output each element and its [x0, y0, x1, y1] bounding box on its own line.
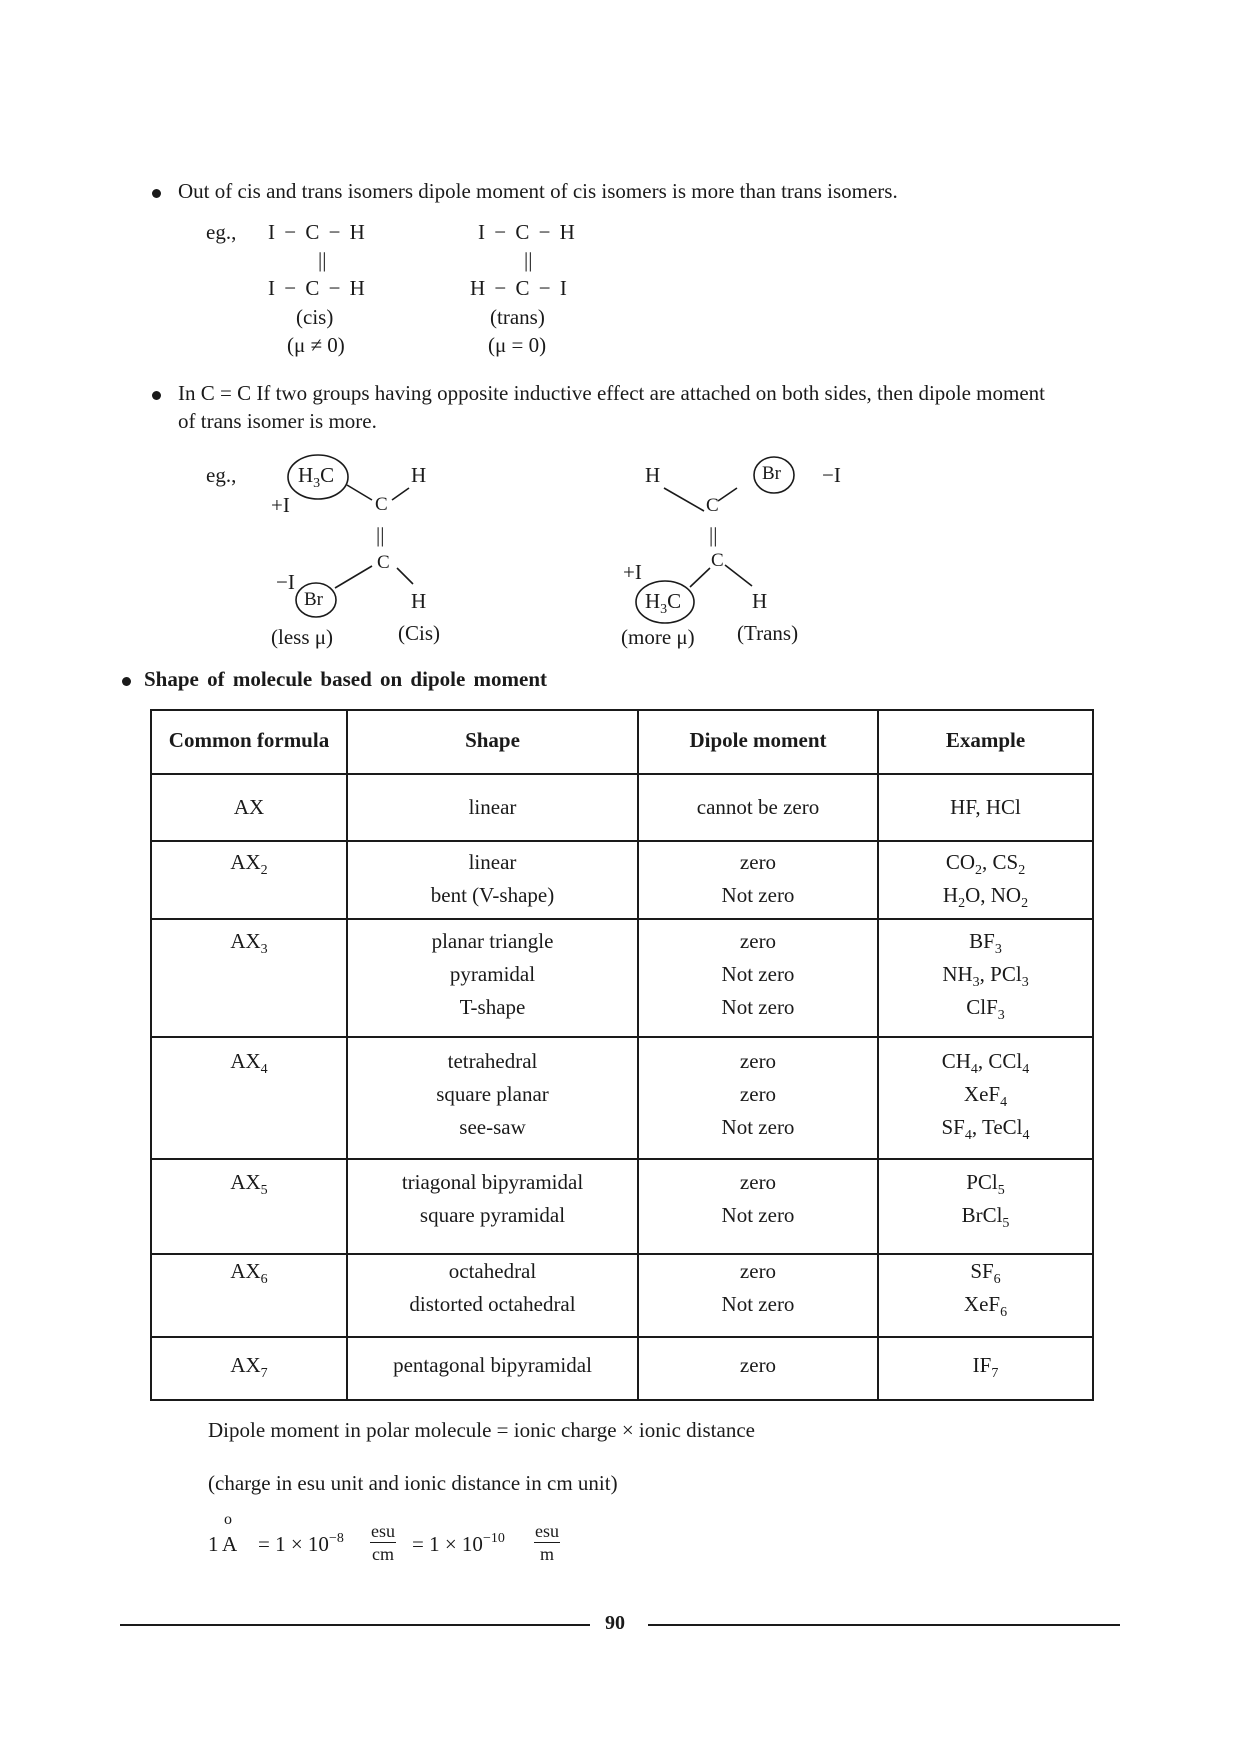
cis-row1: I − C − H	[268, 220, 365, 244]
fraction-2: esu m	[535, 1521, 559, 1564]
footer-rule-left	[120, 1624, 590, 1626]
dipole-cell: zero Not zero	[721, 850, 795, 907]
less-mu-label: (less μ)	[271, 625, 333, 649]
equals-term-2: = $1 \times 10^{-10}$	[412, 1531, 505, 1556]
bond-line	[725, 565, 752, 586]
cis-row2: I − C − H	[268, 276, 365, 300]
formula-cell: $AX_2$	[230, 850, 268, 878]
angstrom-ring: o	[224, 1511, 232, 1528]
formula-cell: AX	[233, 795, 265, 819]
shape-cell: octahedral distorted octahedral	[409, 1259, 576, 1316]
minus-i-label: −I	[276, 570, 295, 594]
shape-cell: linear bent (V-shape)	[430, 850, 555, 907]
dipole-cell: cannot be zero	[696, 795, 820, 819]
h-top: H	[411, 463, 427, 487]
eg-label: eg.,	[206, 463, 237, 487]
formula-cell: $AX_6$	[230, 1259, 268, 1287]
bond-line	[718, 488, 737, 501]
shape-cell: planar triangle pyramidal T-shape	[431, 929, 554, 1019]
shape-cell: tetrahedral square planar see-saw	[436, 1049, 549, 1139]
bullet2-line1: In C = C If two groups having opposite inductive effect are attached on both sides, then dipole moment	[178, 381, 1046, 405]
c-top: C	[375, 494, 388, 515]
example-cell: $IF_7$	[972, 1353, 999, 1381]
bond-line	[397, 568, 413, 584]
table-header: Common formula	[168, 728, 330, 752]
shape-cell: triagonal bipyramidal square pyramidal	[401, 1170, 584, 1227]
trans-caption: (Trans)	[737, 621, 799, 645]
shape-cell: linear	[468, 795, 517, 819]
h-bottom: H	[411, 589, 427, 613]
formula-cell: $AX_5$	[230, 1170, 268, 1198]
double-bond: ||	[709, 523, 718, 547]
example-cell: PCl$_5$ BrCl$_5$	[961, 1170, 1010, 1231]
br-group: Br	[762, 463, 781, 484]
bullet2-line2: of trans isomer is more.	[178, 409, 377, 433]
cis-caption: (Cis)	[398, 621, 440, 645]
equals-term-1: = $1 \times 10^{-8}$	[258, 1531, 344, 1556]
h3c-group: $H_3C$	[298, 463, 335, 491]
c-bottom: C	[711, 550, 724, 571]
eg-label: eg.,	[206, 220, 237, 244]
footer-rule-right	[648, 1624, 1120, 1626]
dipole-cell: zero	[739, 1353, 777, 1377]
cis-double-bond: ||	[318, 248, 327, 272]
dipole-cell: zero Not zero	[721, 1170, 795, 1227]
example-cell: $BF_3$ $NH_3$, PCl$_3$ ClF$_3$	[942, 929, 1029, 1023]
formula-cell: $AX_3$	[230, 929, 268, 957]
table-header: Dipole moment	[689, 728, 827, 752]
h-top: H	[645, 463, 661, 487]
example-cell: $SF_6$ XeF$_6$	[963, 1259, 1008, 1320]
formula-cell: $AX_4$	[230, 1049, 268, 1077]
h3c-group: $H_3C$	[645, 589, 682, 617]
plus-i-label: +I	[623, 560, 642, 584]
formula-cell: $AX_7$	[230, 1353, 268, 1381]
cis-label: (cis)	[296, 305, 334, 329]
page-number: 90	[605, 1612, 625, 1634]
dipole-cell: zero Not zero	[721, 1259, 795, 1316]
bond-line	[690, 568, 710, 587]
section-heading: Shape of molecule based on dipole moment	[144, 667, 548, 691]
more-mu-label: (more μ)	[621, 625, 695, 649]
trans-row1: I − C − H	[478, 220, 575, 244]
trans-row2: H − C − I	[470, 276, 567, 300]
trans-double-bond: ||	[524, 248, 533, 272]
double-bond: ||	[376, 523, 385, 547]
dipole-formula: Dipole moment in polar molecule = ionic charge × ionic distance	[208, 1418, 755, 1442]
c-bottom: C	[377, 552, 390, 573]
bond-line	[392, 488, 409, 500]
table-header: Shape	[465, 728, 520, 752]
bullet-dot	[122, 677, 131, 686]
plus-i-label: +I	[271, 493, 290, 517]
bullet1-text: Out of cis and trans isomers dipole moment of cis isomers is more than trans isomers.	[178, 179, 898, 203]
bond-line	[335, 566, 372, 588]
angstrom-unit: A	[222, 1532, 238, 1556]
structure-bonds	[0, 0, 1240, 700]
table-header: Example	[945, 728, 1026, 752]
example-cell: $CH_4$, CCl$_4$ XeF$_4$ $SF_4$, TeCl$_4$	[941, 1049, 1030, 1143]
trans-mu: (μ = 0)	[488, 333, 547, 357]
h-bottom: H	[752, 589, 768, 613]
fraction-1: esu cm	[371, 1521, 395, 1564]
bond-line	[664, 488, 704, 511]
example-cell: $CO_2$, $CS_2$ $H_2O$, $NO_2$	[942, 850, 1029, 911]
angstrom-lhs: 1	[208, 1532, 219, 1556]
br-group: Br	[304, 589, 323, 610]
example-cell: HF, HCl	[950, 795, 1021, 819]
trans-label: (trans)	[490, 305, 545, 329]
shape-cell: pentagonal bipyramidal	[393, 1353, 592, 1377]
dipole-cell: zero zero Not zero	[721, 1049, 795, 1139]
units-note: (charge in esu unit and ionic distance in cm unit)	[208, 1471, 618, 1495]
c-top: C	[706, 495, 719, 516]
cis-mu: (μ ≠ 0)	[287, 333, 345, 357]
minus-i-label: −I	[822, 463, 841, 487]
dipole-cell: zero Not zero Not zero	[721, 929, 795, 1019]
bond-line	[347, 485, 372, 500]
dipole-table	[150, 709, 1094, 1401]
